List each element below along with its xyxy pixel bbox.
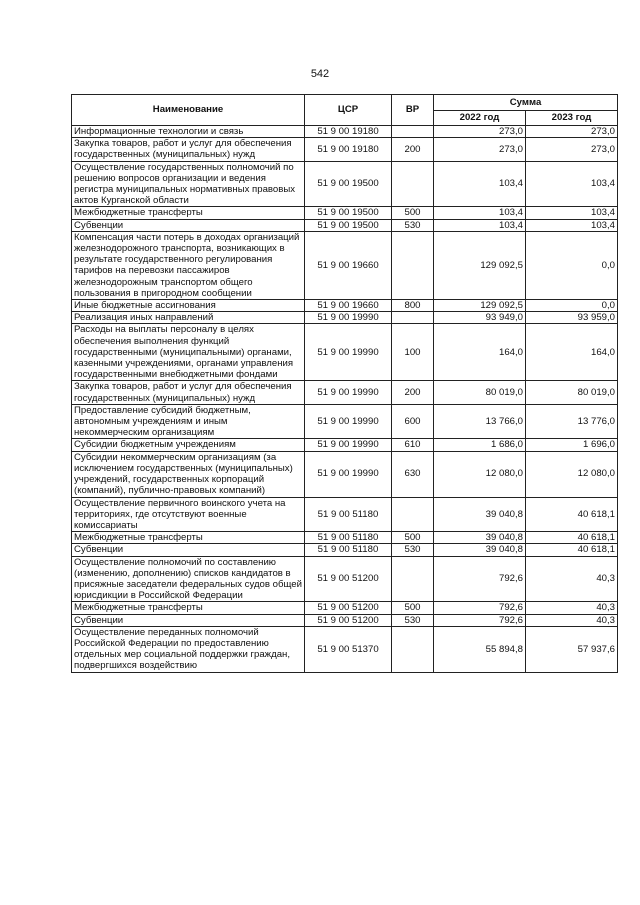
row-vr: 100: [392, 324, 434, 381]
table-row: [72, 602, 618, 614]
row-amount-2022: 164,0: [434, 324, 526, 381]
row-amount-2023: 0,0: [526, 231, 618, 299]
row-name: Осуществление переданных полномочий Российской Федерации по предоставлению отдельных мер социальной поддержки граждан, подвергшихся воздействию: [72, 626, 305, 672]
row-csr: 51 9 00 19180: [305, 126, 392, 138]
row-name: Расходы на выплаты персоналу в целях обеспечения выполнения функций государственными (муниципальными) органами, казенными учреждениями, органами управления государственными внебюджетными фондами: [72, 324, 305, 381]
row-amount-2023: 12 080,0: [526, 451, 618, 497]
row-name: Закупка товаров, работ и услуг для обеспечения государственных (муниципальных) нужд: [72, 138, 305, 161]
row-amount-2023: 40,3: [526, 602, 618, 614]
table-row: [72, 312, 618, 324]
row-csr: 51 9 00 51370: [305, 626, 392, 672]
header-csr: ЦСР: [305, 95, 392, 126]
row-amount-2022: 273,0: [434, 126, 526, 138]
row-amount-2022: 93 949,0: [434, 312, 526, 324]
row-amount-2022: 39 040,8: [434, 544, 526, 556]
row-amount-2023: 40 618,1: [526, 532, 618, 544]
row-name: Межбюджетные трансферты: [72, 602, 305, 614]
row-name: Осуществление государственных полномочий по решению вопросов организации и ведения регистра муниципальных нормативных правовых актов Курганской области: [72, 161, 305, 207]
row-name: Субвенции: [72, 219, 305, 231]
row-amount-2022: 1 686,0: [434, 439, 526, 451]
row-vr: 530: [392, 544, 434, 556]
header-year-2023: 2023 год: [526, 111, 618, 126]
table-row: [72, 544, 618, 556]
row-name: Субсидии некоммерческим организациям (за исключением государственных (муниципальных) учреждений, государственных корпораций (компаний), публично-правовых компаний): [72, 451, 305, 497]
row-amount-2022: 12 080,0: [434, 451, 526, 497]
table-row: [72, 207, 618, 219]
row-vr: 500: [392, 207, 434, 219]
row-vr: 530: [392, 614, 434, 626]
row-csr: 51 9 00 51180: [305, 544, 392, 556]
row-amount-2022: 129 092,5: [434, 300, 526, 312]
row-amount-2023: 103,4: [526, 207, 618, 219]
table-body: [72, 126, 618, 673]
table-row: [72, 626, 618, 672]
row-csr: 51 9 00 19990: [305, 312, 392, 324]
row-csr: 51 9 00 19990: [305, 381, 392, 404]
header-year-2022: 2022 год: [434, 111, 526, 126]
row-name: Осуществление первичного воинского учета на территориях, где отсутствуют военные комиссариаты: [72, 497, 305, 532]
table-header: [72, 95, 618, 126]
row-amount-2022: 792,6: [434, 602, 526, 614]
header-vr: ВР: [392, 95, 434, 126]
row-csr: 51 9 00 51200: [305, 614, 392, 626]
row-csr: 51 9 00 51200: [305, 556, 392, 602]
row-name: Субвенции: [72, 614, 305, 626]
row-amount-2022: 39 040,8: [434, 532, 526, 544]
row-csr: 51 9 00 19500: [305, 207, 392, 219]
row-csr: 51 9 00 19500: [305, 161, 392, 207]
table-row: [72, 497, 618, 532]
row-amount-2022: 80 019,0: [434, 381, 526, 404]
row-vr: [392, 161, 434, 207]
row-amount-2023: 103,4: [526, 161, 618, 207]
table-row: [72, 451, 618, 497]
row-amount-2022: 792,6: [434, 556, 526, 602]
row-amount-2023: 273,0: [526, 126, 618, 138]
row-amount-2023: 40,3: [526, 614, 618, 626]
row-vr: [392, 312, 434, 324]
table-row: [72, 324, 618, 381]
row-name: Информационные технологии и связь: [72, 126, 305, 138]
row-name: Компенсация части потерь в доходах организаций железнодорожного транспорта, возникающих в результате государственного регулирования тарифов на перевозки пассажиров железнодорожным транспортом общего пользования в пригородном сообщении: [72, 231, 305, 299]
page-number: 542: [310, 68, 330, 80]
row-amount-2023: 103,4: [526, 219, 618, 231]
row-vr: 500: [392, 532, 434, 544]
row-amount-2022: 55 894,8: [434, 626, 526, 672]
budget-table: [71, 94, 618, 673]
row-vr: [392, 556, 434, 602]
row-amount-2022: 103,4: [434, 219, 526, 231]
row-csr: 51 9 00 19500: [305, 219, 392, 231]
table-row: [72, 126, 618, 138]
row-csr: 51 9 00 19990: [305, 404, 392, 439]
row-amount-2023: 93 959,0: [526, 312, 618, 324]
row-amount-2023: 40 618,1: [526, 544, 618, 556]
row-amount-2023: 0,0: [526, 300, 618, 312]
row-vr: 500: [392, 602, 434, 614]
row-amount-2022: 39 040,8: [434, 497, 526, 532]
row-csr: 51 9 00 19990: [305, 439, 392, 451]
row-vr: 200: [392, 138, 434, 161]
header-name: Наименование: [72, 95, 305, 126]
row-name: Межбюджетные трансферты: [72, 207, 305, 219]
row-amount-2023: 40,3: [526, 556, 618, 602]
row-amount-2023: 40 618,1: [526, 497, 618, 532]
table-row: [72, 614, 618, 626]
row-amount-2023: 1 696,0: [526, 439, 618, 451]
table-row: [72, 138, 618, 161]
row-vr: 800: [392, 300, 434, 312]
table-row: [72, 556, 618, 602]
row-amount-2023: 273,0: [526, 138, 618, 161]
table-row: [72, 439, 618, 451]
row-amount-2023: 57 937,6: [526, 626, 618, 672]
table-row: [72, 219, 618, 231]
row-amount-2022: 13 766,0: [434, 404, 526, 439]
header-sum: Сумма: [434, 95, 618, 111]
row-csr: 51 9 00 19660: [305, 300, 392, 312]
row-amount-2022: 129 092,5: [434, 231, 526, 299]
row-csr: 51 9 00 19660: [305, 231, 392, 299]
row-csr: 51 9 00 51180: [305, 497, 392, 532]
row-csr: 51 9 00 19180: [305, 138, 392, 161]
row-name: Иные бюджетные ассигнования: [72, 300, 305, 312]
row-name: Предоставление субсидий бюджетным, автономным учреждениям и иным некоммерческим организациям: [72, 404, 305, 439]
row-vr: [392, 626, 434, 672]
row-vr: 200: [392, 381, 434, 404]
table-row: [72, 404, 618, 439]
row-vr: [392, 126, 434, 138]
table-row: [72, 381, 618, 404]
row-csr: 51 9 00 51180: [305, 532, 392, 544]
table-row: [72, 231, 618, 299]
row-csr: 51 9 00 19990: [305, 324, 392, 381]
row-amount-2022: 103,4: [434, 207, 526, 219]
row-name: Субвенции: [72, 544, 305, 556]
row-vr: 530: [392, 219, 434, 231]
row-vr: 630: [392, 451, 434, 497]
row-name: Реализация иных направлений: [72, 312, 305, 324]
row-amount-2023: 164,0: [526, 324, 618, 381]
row-amount-2023: 80 019,0: [526, 381, 618, 404]
row-vr: [392, 231, 434, 299]
row-name: Осуществление полномочий по составлению (изменению, дополнению) списков кандидатов в присяжные заседатели федеральных судов общей юрисдикции в Российской Федерации: [72, 556, 305, 602]
row-amount-2023: 13 776,0: [526, 404, 618, 439]
row-name: Межбюджетные трансферты: [72, 532, 305, 544]
row-name: Закупка товаров, работ и услуг для обеспечения государственных (муниципальных) нужд: [72, 381, 305, 404]
table-row: [72, 300, 618, 312]
table-row: [72, 532, 618, 544]
row-vr: 610: [392, 439, 434, 451]
row-name: Субсидии бюджетным учреждениям: [72, 439, 305, 451]
row-amount-2022: 273,0: [434, 138, 526, 161]
row-amount-2022: 792,6: [434, 614, 526, 626]
row-amount-2022: 103,4: [434, 161, 526, 207]
row-vr: 600: [392, 404, 434, 439]
row-vr: [392, 497, 434, 532]
row-csr: 51 9 00 19990: [305, 451, 392, 497]
table-row: [72, 161, 618, 207]
row-csr: 51 9 00 51200: [305, 602, 392, 614]
